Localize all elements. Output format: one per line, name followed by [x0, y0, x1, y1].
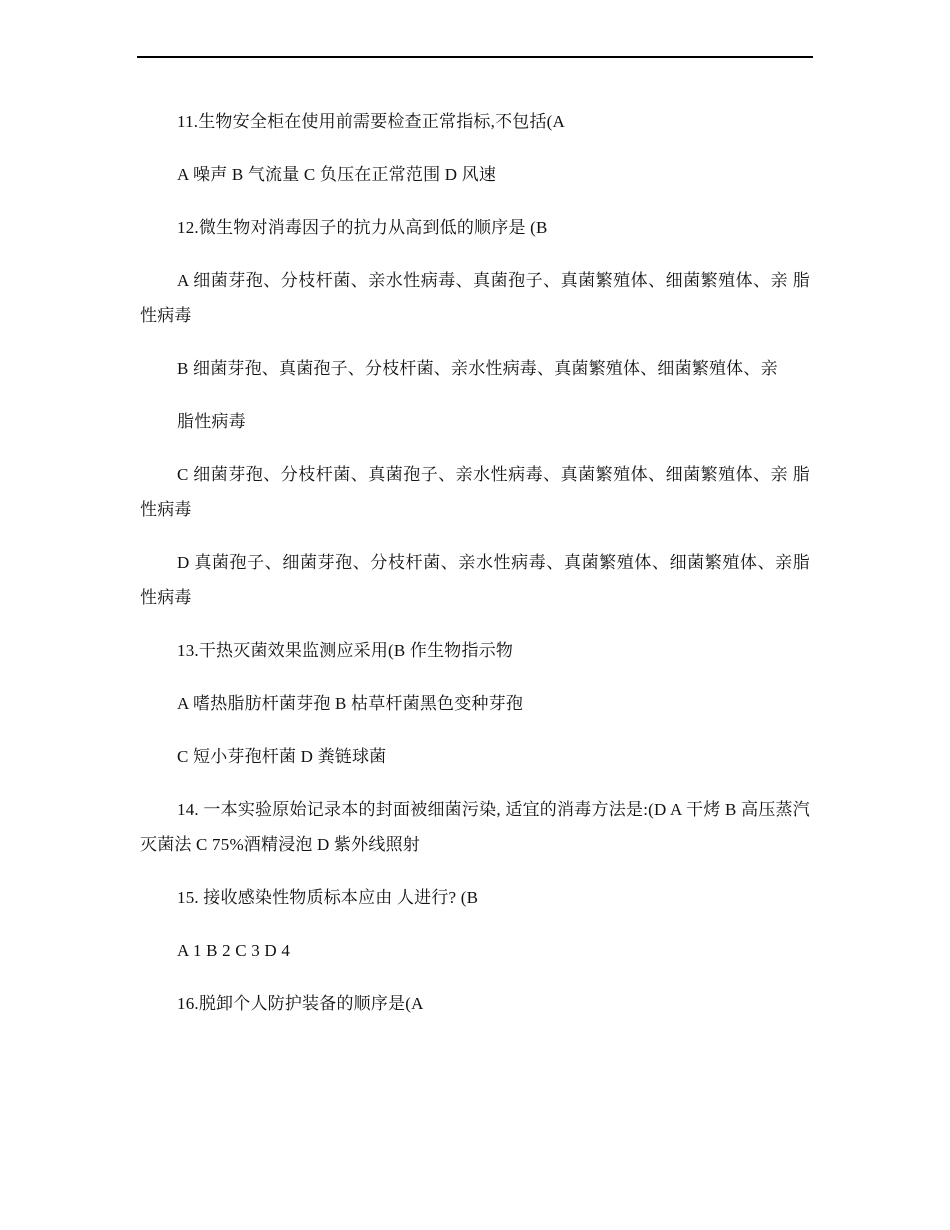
- question-12-option-b: B 细菌芽孢、真菌孢子、分枝杆菌、亲水性病毒、真菌繁殖体、细菌繁殖体、亲: [177, 359, 778, 378]
- header-rule: [137, 56, 813, 58]
- question-12-stem: 12.微生物对消毒因子的抗力从高到低的顺序是 (B: [177, 218, 548, 237]
- question-13-stem: 13.干热灭菌效果监测应采用(B 作生物指示物: [177, 641, 514, 660]
- question-12-option-c: C 细菌芽孢、分枝杆菌、真菌孢子、亲水性病毒、真菌繁殖体、细菌繁殖体、亲 脂性病毒: [140, 465, 810, 519]
- question-14-text: 14. 一本实验原始记录本的封面被细菌污染, 适宜的消毒方法是:(D A 干烤 B 高压蒸汽灭菌法 C 75%酒精浸泡 D 紫外线照射: [140, 800, 810, 854]
- question-15-options: A 1 B 2 C 3 D 4: [177, 941, 291, 960]
- question-11-options: A 噪声 B 气流量 C 负压在正常范围 D 风速: [177, 165, 497, 184]
- document-body: [140, 104, 810, 1039]
- question-16-stem: 16.脱卸个人防护装备的顺序是(A: [177, 994, 424, 1013]
- question-12-option-a: A 细菌芽孢、分枝杆菌、亲水性病毒、真菌孢子、真菌繁殖体、细菌繁殖体、亲 脂性病毒: [140, 271, 810, 325]
- question-12-option-b-continued: 脂性病毒: [177, 412, 246, 431]
- question-12-option-d: D 真菌孢子、细菌芽孢、分枝杆菌、亲水性病毒、真菌繁殖体、细菌繁殖体、亲脂性病毒: [140, 553, 810, 607]
- question-13-options-cd: C 短小芽孢杆菌 D 粪链球菌: [177, 747, 387, 766]
- question-13-options-ab: A 嗜热脂肪杆菌芽孢 B 枯草杆菌黑色变种芽孢: [177, 694, 524, 713]
- question-11-stem: 11.生物安全柜在使用前需要检查正常指标,不包括(A: [177, 112, 566, 131]
- question-15-stem: 15. 接收感染性物质标本应由 人进行? (B: [177, 888, 479, 907]
